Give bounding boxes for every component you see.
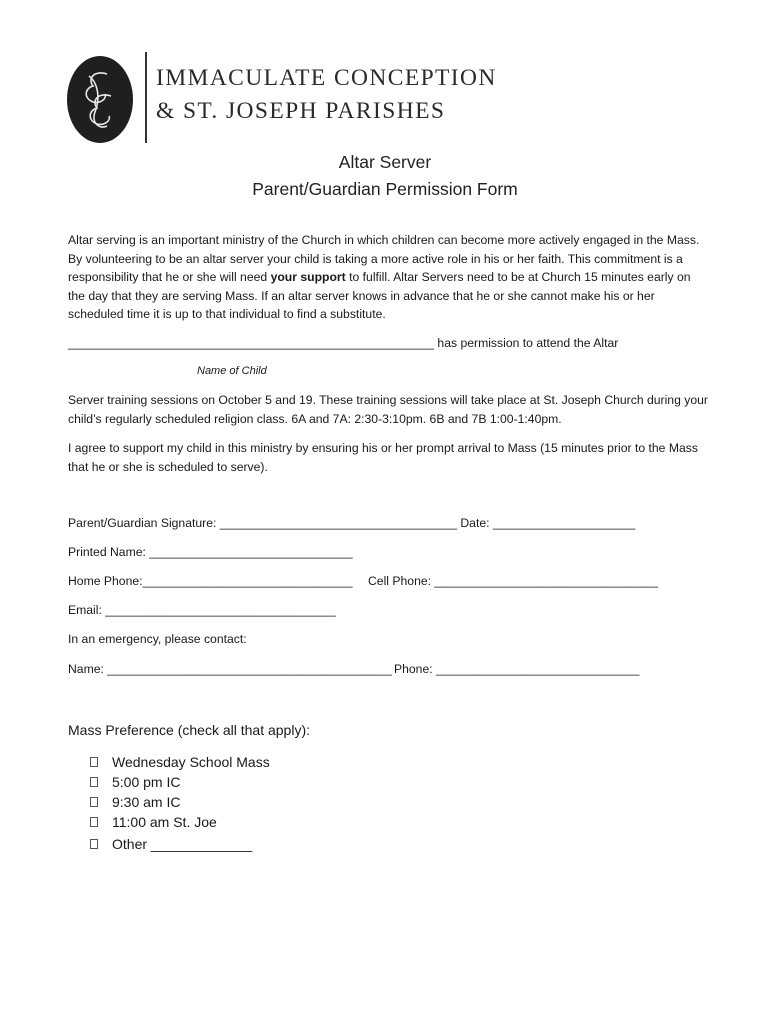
option-930am-ic[interactable]: 9:30 am IC (90, 794, 180, 810)
header-divider (145, 52, 147, 143)
option-other[interactable]: Other _____________ (90, 836, 252, 852)
parish-name-line2: & ST. JOSEPH PARISHES (156, 98, 446, 124)
emergency-name-field[interactable]: Name: __________________________________________ (68, 662, 392, 676)
permission-line: ______________________________________________________ has permission to attend the Altar (68, 336, 619, 350)
checkbox-icon[interactable] (90, 797, 98, 807)
option-5pm-ic[interactable]: 5:00 pm IC (90, 774, 180, 790)
parish-logo (67, 56, 133, 143)
emergency-phone-field[interactable]: Phone: ______________________________ (394, 662, 640, 676)
signature-date-field[interactable]: Parent/Guardian Signature: ___________________________________ Date: _____________________ (68, 516, 636, 530)
email-field[interactable]: Email: __________________________________ (68, 603, 336, 617)
parish-name-line1: IMMACULATE CONCEPTION (156, 65, 497, 91)
child-name-field[interactable]: ______________________________________________________ (68, 336, 435, 350)
option-wednesday-school-mass[interactable]: Wednesday School Mass (90, 754, 270, 770)
agreement-paragraph: I agree to support my child in this ministry by ensuring his or her prompt arrival to Mass (15 minutes prior to the Mass that he or she is scheduled to serve). (68, 441, 698, 474)
intro-bold-text: your support (270, 270, 346, 284)
checkbox-icon[interactable] (90, 817, 98, 827)
child-name-caption: Name of Child (197, 365, 267, 377)
form-subtitle: Parent/Guardian Permission Form (252, 179, 518, 199)
checkbox-icon[interactable] (90, 777, 98, 787)
intro-paragraph: Altar serving is an important ministry of the Church in which children can become more actively engaged in the Mass. By volunteering to be an altar server your child is taking a more active role in his or her faith. This commitment is a responsibility that he or she will need your support to fulfill. Altar Servers need to be at Church 15 minutes early on the day that they are serving Mass. If an altar server knows in advance that he or she cannot make his or her scheduled time it is up to that individual to find a substitute. (68, 233, 700, 321)
emergency-label: In an emergency, please contact: (68, 632, 247, 646)
option-11am-st-joe[interactable]: 11:00 am St. Joe (90, 814, 217, 830)
printed-name-field[interactable]: Printed Name: ______________________________ (68, 545, 353, 559)
training-paragraph: Server training sessions on October 5 and 19. These training sessions will take place at St. Joseph Church during your child’s regularly scheduled religion class. 6A and 7A: 2:30-3:10pm. 6B and 7B 1:00-1:40pm. (68, 393, 708, 426)
home-phone-field[interactable]: Home Phone:_______________________________ (68, 574, 353, 588)
cell-phone-field[interactable]: Cell Phone: _________________________________ (368, 574, 659, 588)
form-title: Altar Server (338, 152, 432, 172)
checkbox-icon[interactable] (90, 839, 98, 849)
monogram-icon (67, 56, 133, 143)
mass-preference-heading: Mass Preference (check all that apply): (68, 722, 310, 738)
checkbox-icon[interactable] (90, 757, 98, 767)
